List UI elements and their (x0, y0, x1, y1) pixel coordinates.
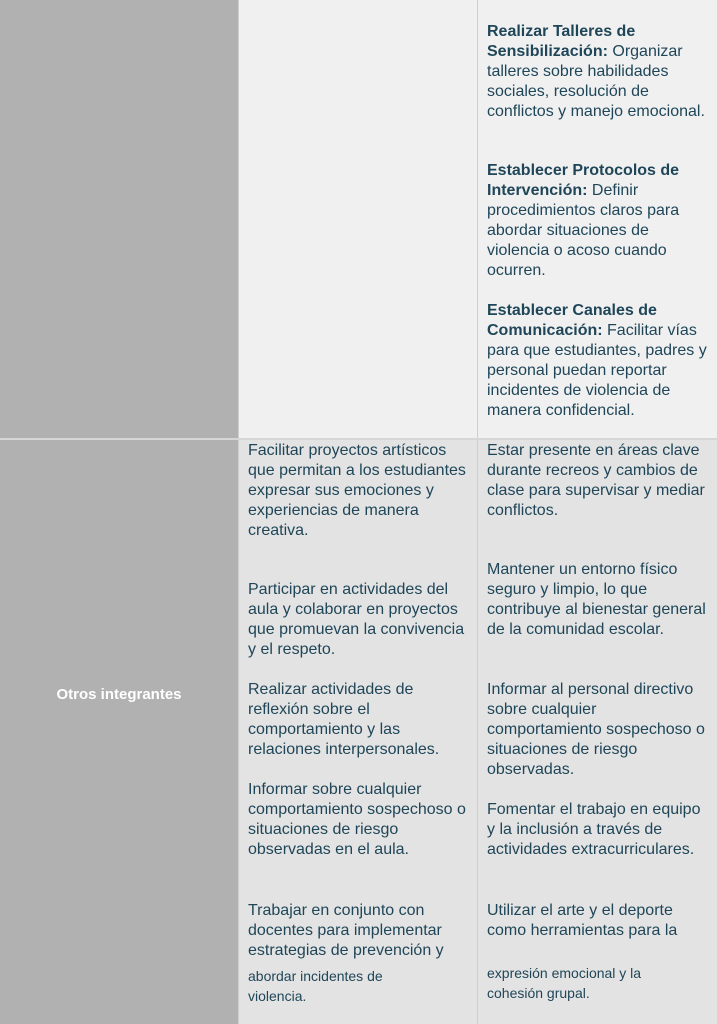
row-label-otros-integrantes: Otros integrantes (56, 686, 182, 703)
strategy-body: Facilitar vías para que estudiantes, padres y personal puedan reportar incidentes de violencia de manera confidencial. (487, 322, 707, 419)
strategy-heading: Establecer Canales de Comunicación: (487, 302, 657, 339)
label-column-top-cell (0, 0, 238, 438)
right-item: Mantener un entorno físico seguro y limpio, lo que contribuye al bienestar general de la comunidad escolar. (487, 561, 706, 638)
middle-item: abordar incidentes de violencia. (248, 968, 383, 1004)
middle-item: Realizar actividades de reflexión sobre el comportamiento y las relaciones interpersonales. (248, 681, 440, 758)
label-column-bottom-cell (0, 440, 238, 1024)
strategy-heading: Establecer Protocolos de Intervención: (487, 162, 680, 199)
middle-item: Facilitar proyectos artísticos que permitan a los estudiantes expresar sus emociones y experiencias de manera creativa. (248, 442, 466, 539)
middle-item: Participar en actividades del aula y colaborar en proyectos que promuevan la convivencia y el respeto. (248, 581, 465, 658)
strategy-paragraph (487, 301, 709, 421)
strategy-paragraph (487, 22, 709, 122)
right-item: Utilizar el arte y el deporte como herramientas para la (487, 902, 678, 939)
column-divider (238, 0, 239, 1024)
strategy-body: Organizar talleres sobre habilidades sociales, resolución de conflictos y manejo emocional. (487, 43, 705, 120)
middle-item: Trabajar en conjunto con docentes para implementar estrategias de prevención y (248, 902, 444, 959)
strategy-body: Definir procedimientos claros para abordar situaciones de violencia o acoso cuando ocurren. (487, 182, 680, 279)
row-divider (0, 438, 717, 440)
middle-item: Informar sobre cualquier comportamiento sospechoso o situaciones de riesgo observadas en el aula. (248, 781, 466, 858)
strategy-heading: Realizar Talleres de Sensibilización: (487, 23, 636, 60)
strategy-paragraph (487, 161, 709, 281)
column-divider (477, 0, 478, 1024)
right-item: Fomentar el trabajo en equipo y la inclusión a través de actividades extracurriculares. (487, 801, 701, 858)
right-item: Informar al personal directivo sobre cualquier comportamiento sospechoso o situaciones de riesgo observadas. (487, 681, 705, 778)
middle-column-top-cell (238, 0, 477, 438)
right-item: expresión emocional y la cohesión grupal. (487, 965, 642, 1001)
right-item: Estar presente en áreas clave durante recreos y cambios de clase para supervisar y mediar conflictos. (487, 442, 705, 519)
